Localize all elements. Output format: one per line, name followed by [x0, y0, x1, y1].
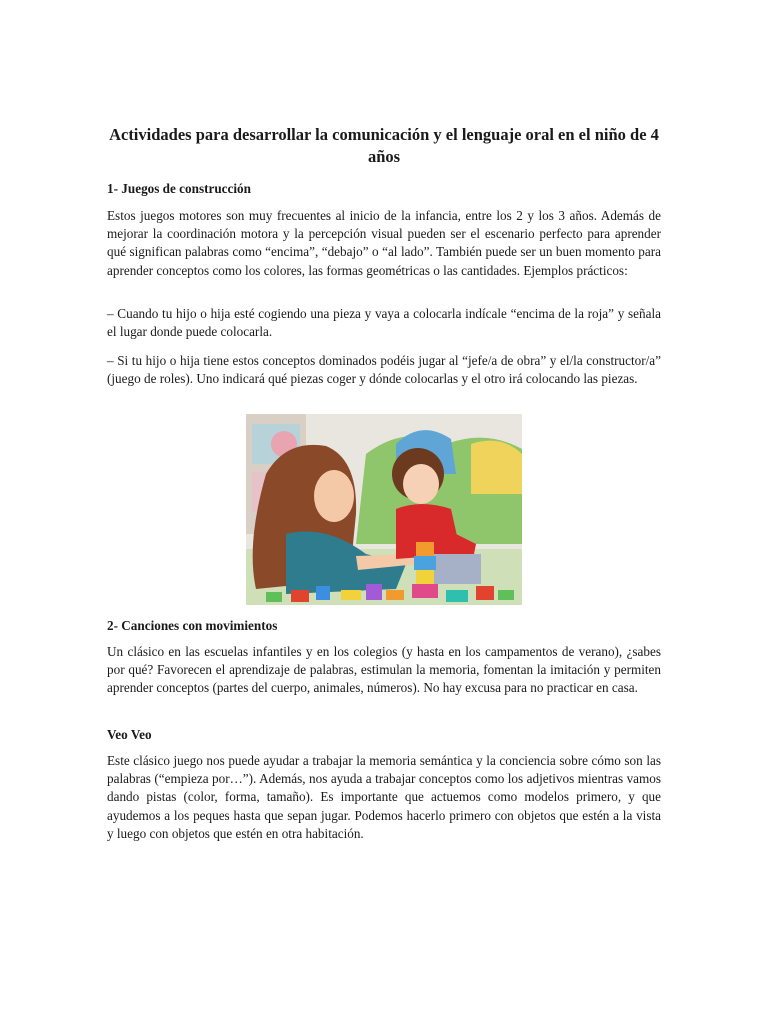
section-heading-construccion: 1- Juegos de construcción: [107, 181, 251, 196]
paragraph-construccion-example-2: – Si tu hijo o hija tiene estos conceptos dominados podéis jugar al “jefe/a de obra” y el/la constructor/a” (juego de roles). Uno indicará qué piezas coger y dónde colocarlas y el otro irá colocando las piezas.: [107, 353, 661, 387]
photo-mother-daughter-blocks: [246, 414, 522, 605]
paragraph-canciones: Un clásico en las escuelas infantiles y en los colegios (y hasta en los campamentos de verano), ¿sabes por qué? Favorecen el aprendizaje de palabras, estimulan la memoria, fomentan la imitación y permiten aprender conceptos (partes del cuerpo, animales, números). No hay excusa para no practicar en casa.: [107, 644, 661, 696]
section-heading-canciones: 2- Canciones con movimientos: [107, 618, 278, 633]
paragraph-veo-veo: Este clásico juego nos puede ayudar a trabajar la memoria semántica y la conciencia sobre cómo son las palabras (“empieza por…”). Además, nos ayuda a trabajar conceptos como los adjetivos mientras vamos dando pistas (color, forma, tamaño). Es importante que actuemos como modelos primero, y que ayudemos a los peques hasta que sepan jugar. Podemos hacerlo primero con objetos que estén a la vista y luego con objetos que estén en otra habitación.: [107, 753, 661, 841]
section-heading-veo-veo: Veo Veo: [107, 727, 152, 742]
paragraph-construccion-example-1: – Cuando tu hijo o hija esté cogiendo una pieza y vaya a colocarla indícale “encima de la roja” y señala el lugar donde puede colocarla.: [107, 306, 661, 340]
document-title: Actividades para desarrollar la comunicación y el lenguaje oral en el niño de 4 años: [109, 125, 659, 166]
paragraph-construccion-intro: Estos juegos motores son muy frecuentes al inicio de la infancia, entre los 2 y los 3 años. Además de mejorar la coordinación motora y la percepción visual pueden ser el escenario perfecto para aprender qué significan palabras como “encima”, “debajo” o “al lado”. También puede ser un buen momento para aprender conceptos como los colores, las formas geométricas o las cantidades. Ejemplos prácticos:: [107, 208, 661, 278]
